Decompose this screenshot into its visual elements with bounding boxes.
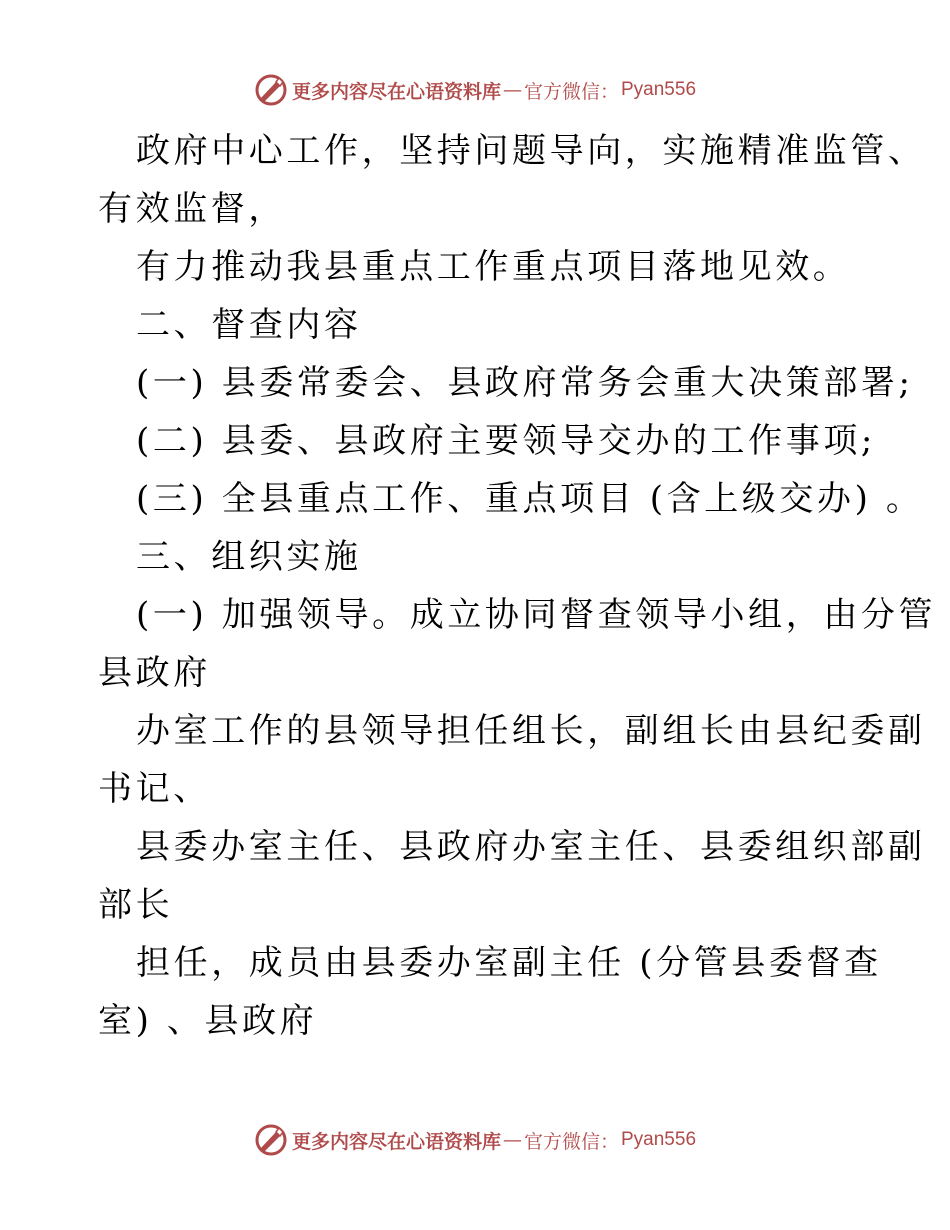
header-watermark [0, 70, 950, 110]
text-line: 政府中心工作，坚持问题导向，实施精准监管、 [136, 131, 926, 171]
text-line: 办室工作的县领导担任组长，副组长由县纪委副 [136, 711, 926, 751]
watermark-wechat-label: 官方微信： [523, 80, 619, 103]
watermark-wechat-id: Pyan556 [621, 1129, 697, 1150]
list-item: (一) 县委常委会、县政府常务会重大决策部署; [136, 363, 914, 403]
watermark-site-text: 更多内容尽在心语资料库 [291, 80, 501, 103]
document-body [98, 122, 937, 1050]
text-line: 书记、 [98, 769, 211, 809]
text-line: 县委办室主任、县政府办室主任、县委组织部副 [136, 827, 926, 867]
pen-logo-icon [254, 1123, 288, 1157]
text-line: 有力推动我县重点工作重点项目落地见效。 [136, 247, 851, 287]
text-line: 有效监督， [98, 189, 286, 229]
watermark-dash: — [502, 1129, 522, 1151]
text-line: 室) 、县政府 [98, 1001, 318, 1041]
pen-logo-icon [254, 73, 288, 107]
footer-watermark [0, 1120, 950, 1160]
text-line: 县政府 [98, 653, 211, 693]
watermark-wechat-label: 官方微信： [523, 1130, 619, 1153]
section-heading: 二、督查内容 [136, 305, 362, 345]
watermark-site-text: 更多内容尽在心语资料库 [291, 1130, 501, 1153]
text-line: 担任，成员由县委办室副主任 (分管县委督查 [136, 943, 882, 983]
text-line: 部长 [98, 885, 174, 925]
section-heading: 三、组织实施 [136, 537, 362, 577]
watermark-wechat-id: Pyan556 [621, 79, 697, 100]
text-line: (一) 加强领导。成立协同督查领导小组，由分管 [136, 595, 937, 635]
watermark-dash: — [502, 79, 522, 101]
list-item: (二) 县委、县政府主要领导交办的工作事项; [136, 421, 876, 461]
list-item: (三) 全县重点工作、重点项目 (含上级交办) 。 [136, 479, 924, 519]
